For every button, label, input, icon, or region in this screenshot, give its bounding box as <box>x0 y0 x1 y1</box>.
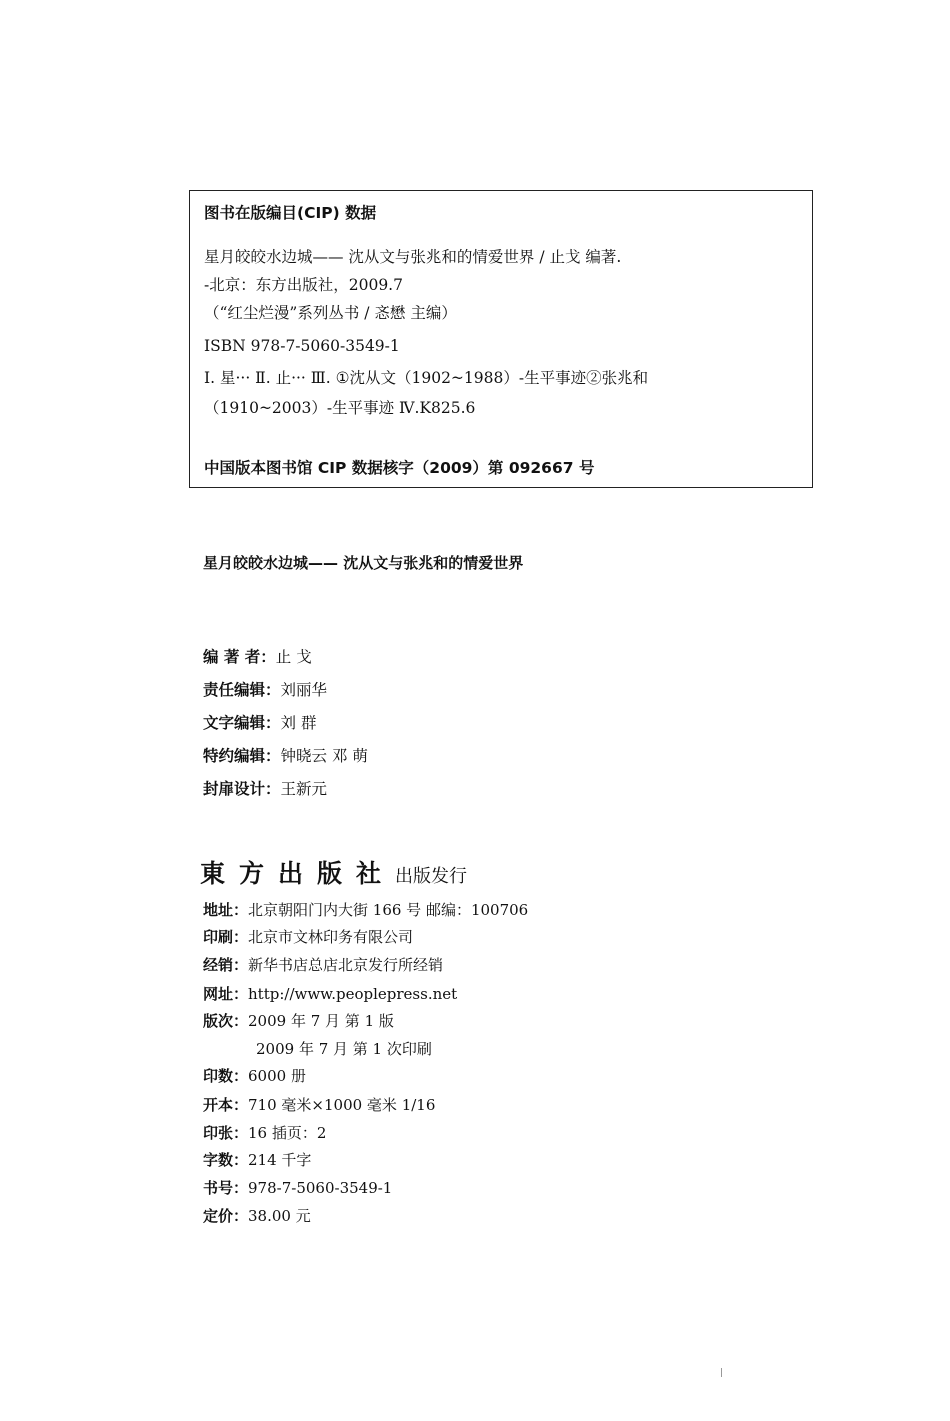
info-label: 印数： <box>203 1067 249 1085</box>
cip-publisher-line: -北京：东方出版社，2009.7 <box>204 276 403 294</box>
publisher-name: 東方出版社 <box>200 859 396 888</box>
info-label: 开本： <box>203 1096 249 1114</box>
info-label: 印刷： <box>203 928 249 946</box>
info-value: 978-7-5060-3549-1 <box>248 1179 393 1197</box>
publisher-suffix: 出版发行 <box>395 866 468 887</box>
info-row <box>203 1065 306 1086</box>
cip-class-line-2: （1910~2003）-生平事迹 Ⅳ.K825.6 <box>204 399 476 417</box>
cip-class-line-1: Ⅰ. 星··· Ⅱ. 止··· Ⅲ. ①沈从文（1902~1988）-生平事迹②张兆和 <box>204 369 649 387</box>
cip-record-line: 中国版本图书馆 CIP 数据核字（2009）第 092667 号 <box>204 459 595 477</box>
credit-row <box>203 711 316 733</box>
info-label: 地址： <box>203 901 249 919</box>
info-label: 定价： <box>203 1207 249 1225</box>
cip-title-line: 星月皎皎水边城—— 沈从文与张兆和的情爱世界 / 止戈 编著. <box>204 248 622 266</box>
cip-heading: 图书在版编目(CIP) 数据 <box>204 204 377 222</box>
credit-value: 刘丽华 <box>280 681 328 699</box>
info-row <box>203 1177 392 1198</box>
credit-label: 责任编辑： <box>203 681 281 699</box>
credit-value: 刘 群 <box>280 714 317 732</box>
info-value: http://www.peoplepress.net <box>248 985 458 1003</box>
credit-row <box>203 645 312 667</box>
publisher-line <box>200 854 467 890</box>
info-row <box>203 926 413 947</box>
info-value: 北京朝阳门内大街 166 号 邮编：100706 <box>248 901 529 919</box>
info-value: 710 毫米×1000 毫米 1/16 <box>248 1096 436 1114</box>
info-value: 6000 册 <box>248 1067 306 1085</box>
info-label: 书号： <box>203 1179 249 1197</box>
credit-row <box>203 777 327 799</box>
info-row <box>203 1094 435 1115</box>
scan-mark <box>721 1368 722 1377</box>
info-row <box>203 1205 311 1226</box>
credit-value: 钟晓云 邓 萌 <box>280 747 368 765</box>
info-value: 2009 年 7 月 第 1 版 <box>248 1012 394 1030</box>
info-value: 新华书店总店北京发行所经销 <box>248 956 444 974</box>
credit-value: 止 戈 <box>275 648 312 666</box>
credit-row <box>203 744 368 766</box>
info-label: 字数： <box>203 1151 249 1169</box>
book-title: 星月皎皎水边城—— 沈从文与张兆和的情爱世界 <box>203 554 524 572</box>
credit-label: 文字编辑： <box>203 714 281 732</box>
info-value: 38.00 元 <box>248 1207 311 1225</box>
info-value: 214 千字 <box>248 1151 312 1169</box>
info-row <box>203 983 457 1004</box>
info-label: 印张： <box>203 1124 249 1142</box>
info-value: 北京市文林印务有限公司 <box>248 928 414 946</box>
info-row <box>203 1149 311 1170</box>
info-row <box>203 899 528 920</box>
credit-row <box>203 678 327 700</box>
info-label: 网址： <box>203 985 249 1003</box>
cip-data-box <box>189 190 813 488</box>
cip-series-line: （“红尘烂漫”系列丛书 / 忞懋 主编） <box>204 304 457 322</box>
credit-value: 王新元 <box>280 780 328 798</box>
info-row <box>256 1038 432 1059</box>
credit-label: 编 著 者： <box>203 648 276 666</box>
cip-isbn-line: ISBN 978-7-5060-3549-1 <box>204 337 400 355</box>
credit-label: 特约编辑： <box>203 747 281 765</box>
info-value: 2009 年 7 月 第 1 次印刷 <box>256 1040 432 1058</box>
info-value: 16 插页：2 <box>248 1124 327 1142</box>
info-label: 版次： <box>203 1012 249 1030</box>
credit-label: 封扉设计： <box>203 780 281 798</box>
info-row <box>203 1010 394 1031</box>
info-label: 经销： <box>203 956 249 974</box>
info-row <box>203 1122 326 1143</box>
info-row <box>203 954 443 975</box>
